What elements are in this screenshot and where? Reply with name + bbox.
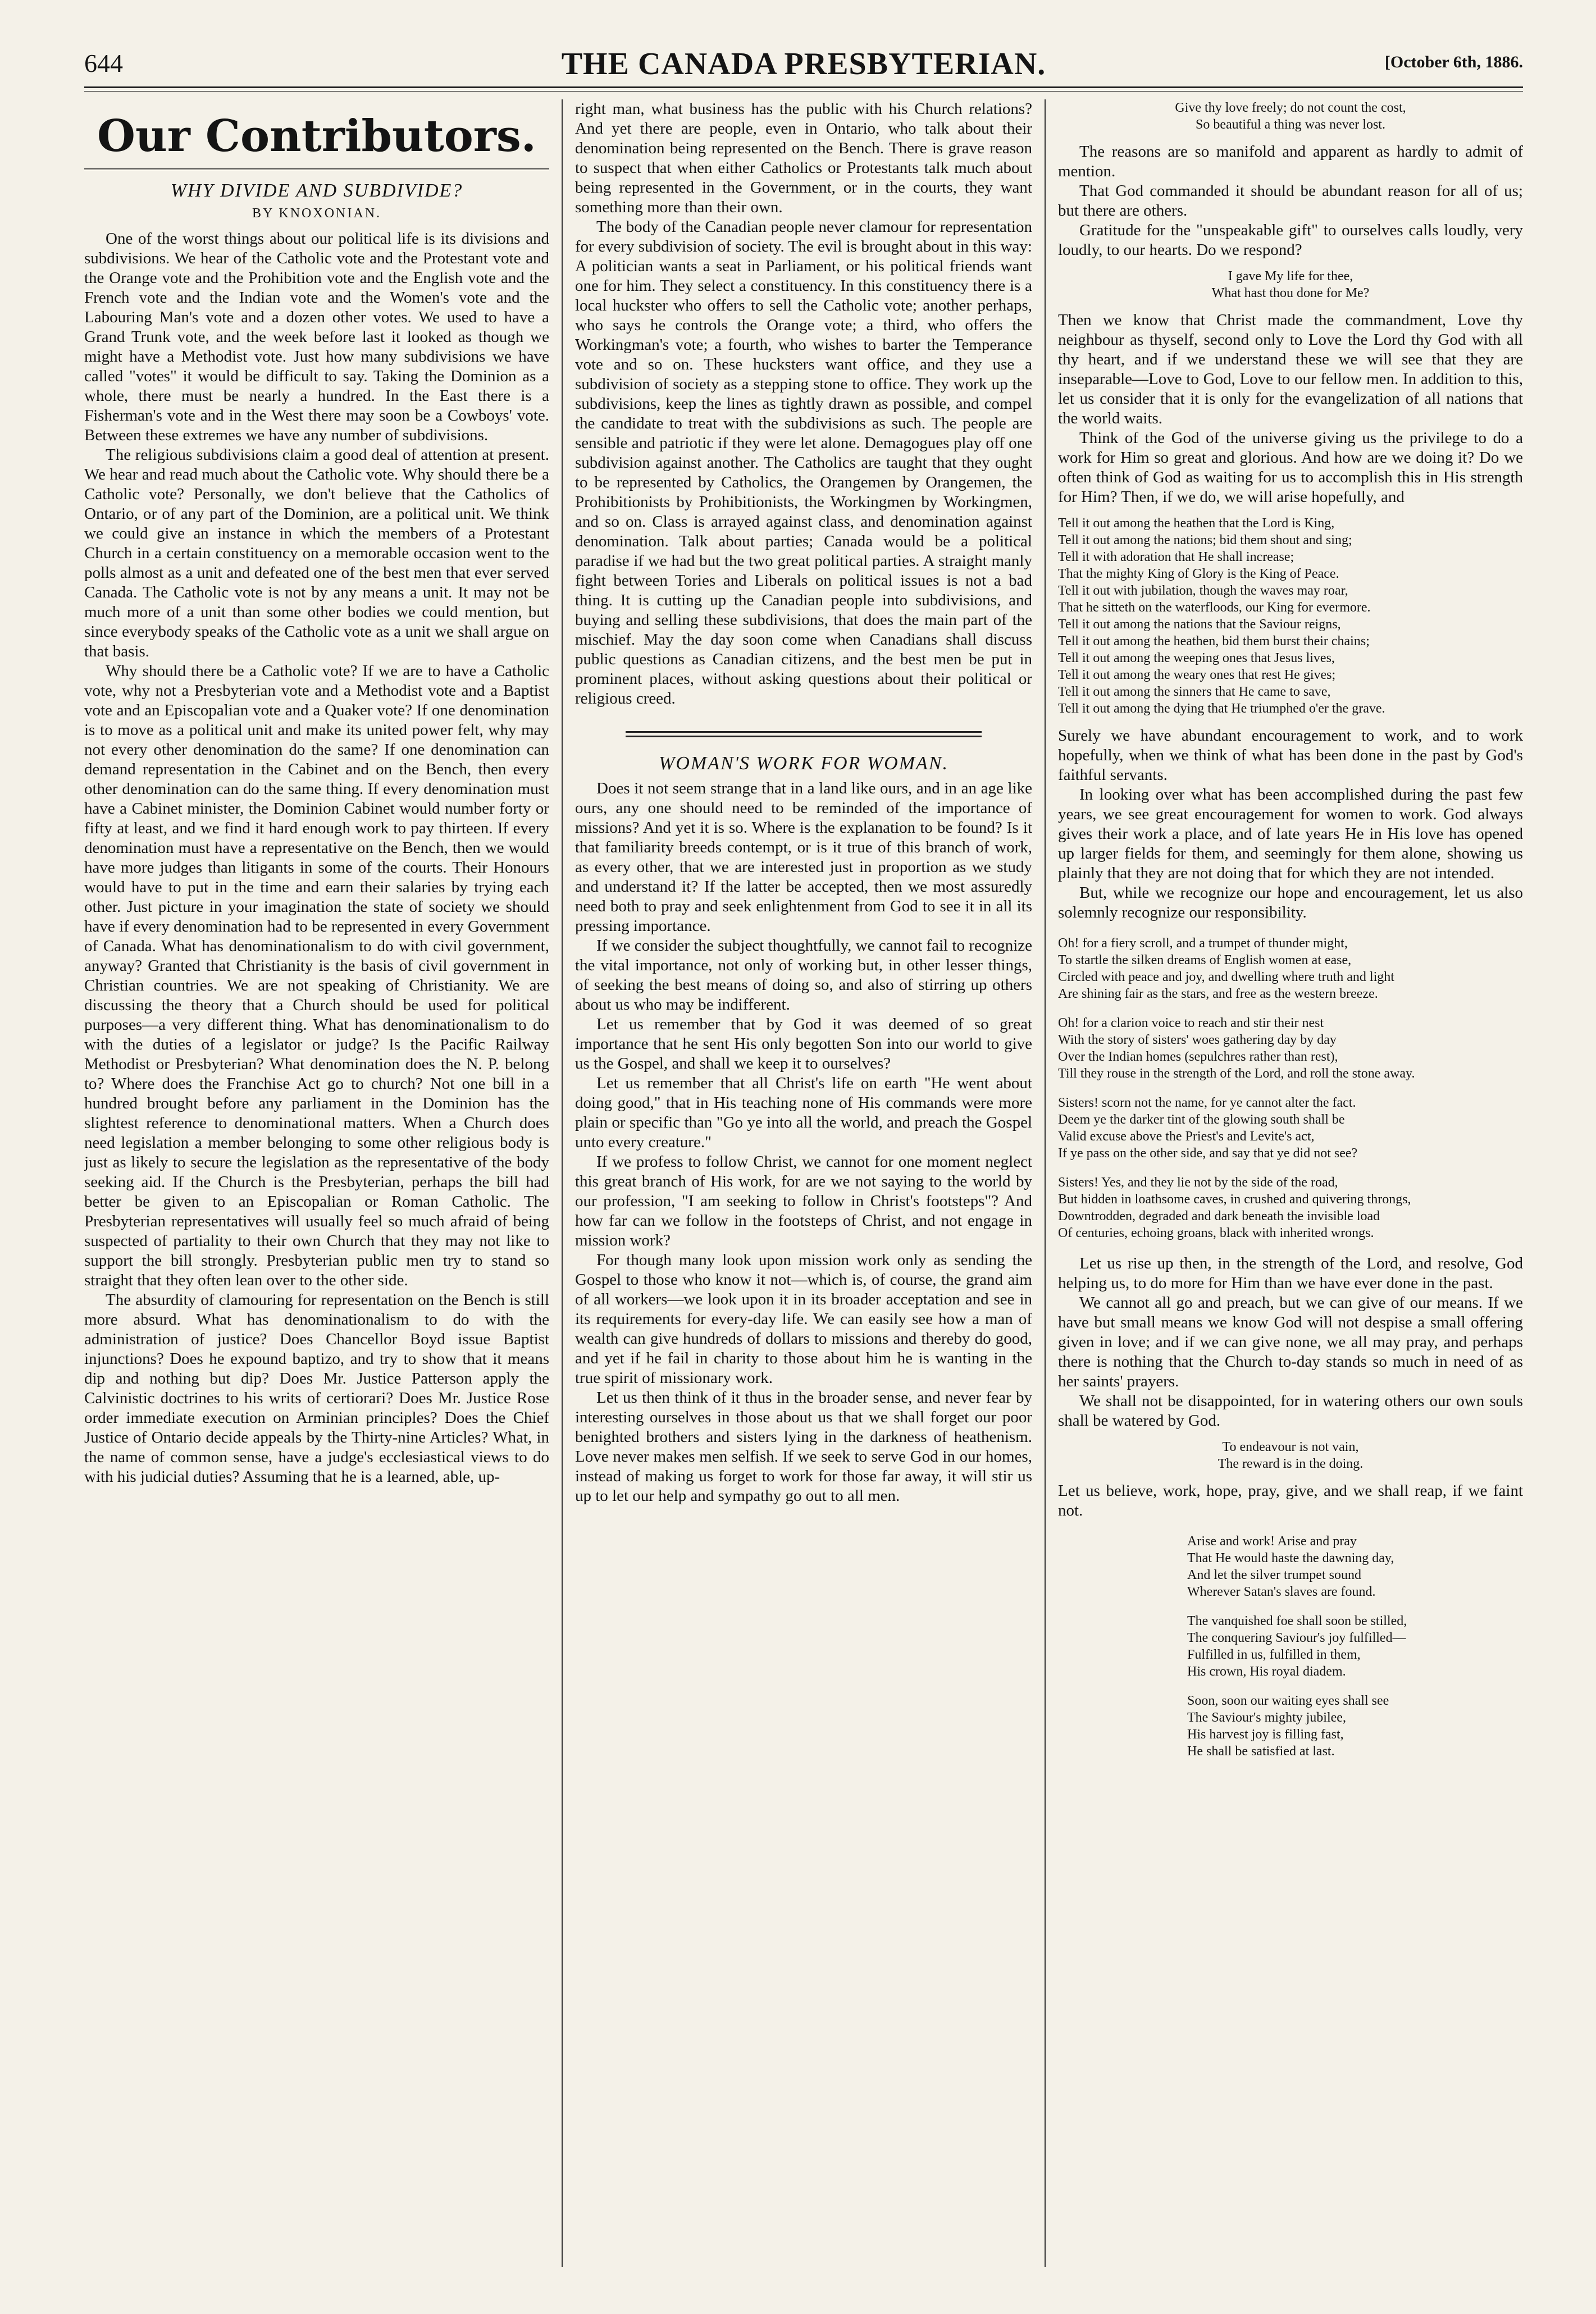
verse-line: Tell it out among the sinners that He came to save, [1058,684,1331,699]
verse-line: Tell it out among the dying that He triumphed o'er the grave. [1058,701,1385,716]
columns [84,99,1523,2267]
verse-line: That the mighty King of Glory is the King of Peace. [1058,567,1339,581]
paragraph-continued: right man, what business has the public with his Church relations? And yet there are people, even in Ontario, who talk about their denomination being represented on the Bench. There is grave reason to suspect that when either Catholics or Protestants talk much about being represented in the Government, or in the courts, they want something more than their own. [575,100,1032,216]
verse-line: That he sitteth on the waterfloods, our King for evermore. [1058,600,1371,615]
paragraph: For though many look upon mission work only as sending the Gospel to those who know it not—which is, of course, the grand aim of all workers—we look upon it in its broader acceptation and see in its requirements for every-day life. We can easily see how a man of wealth can give hundreds of dollars to missions and thereby do good, and yet if he fail in charity to those about him he is wanting in the true spirit of missionary work. [575,1251,1032,1387]
paragraph: But, while we recognize our hope and encouragement, let us also solemnly recognize our responsibility. [1058,884,1523,921]
section-title: Our Contributors. [84,111,549,170]
verse-line: Sisters! Yes, and they lie not by the side of the road, [1058,1175,1338,1190]
paragraph: Does it not seem strange that in a land like ours, and in an age like ours, any one should need to be reminded of the importance of missions? And yet it is so. Where is the explanation to be found? Is it that familiarity breeds contempt, or is it true of this branch of work, as every other, that we are interested just in proportion as we study and understand it? If the latter be accepted, then we most assuredly need both to pray and seek enlightenment from God to see it in all its pressing importance. [575,779,1032,935]
verse-line: Valid excuse above the Priest's and Levite's act, [1058,1129,1315,1144]
paragraph: We cannot all go and preach, but we can give of our means. If we have but small means we know God will not despise a small offering given in love; and if we can give none, we all may pray, and perhaps there is nothing that the Church to-day stands so much in need of as her saints' prayers. [1058,1294,1523,1390]
paragraph: Let us believe, work, hope, pray, give, and we shall reap, if we faint not. [1058,1482,1523,1519]
header-rule [84,86,1523,92]
paragraph: Then we know that Christ made the commandment, Love thy neighbour as thyself, second only to Love the Lord thy God with all thy heart, and if we understand these we will see that they are inseparable—Love to God, Love to our fellow men. In addition to this, let us consider that it is only for the evangelization of all nations that the world waits. [1058,311,1523,427]
verse-line: The Saviour's mighty jubilee, [1187,1710,1346,1725]
paragraph: Let us remember that all Christ's life on earth "He went about doing good," that in His teaching none of His commands were more plain or specific than "Go ye into all the world, and preach the Gospel unto every creature." [575,1074,1032,1151]
article-title: WOMAN'S WORK FOR WOMAN. [659,753,949,774]
verse-line: Tell it out among the heathen, bid them burst their chains; [1058,634,1370,649]
verse-line: Tell it out among the nations that the Saviour reigns, [1058,617,1341,632]
column-3 [1045,99,1523,2267]
verse-line: Till they rouse in the strength of the Lord, and roll the stone away. [1058,1066,1415,1081]
verse-line: Arise and work! Arise and pray [1187,1534,1357,1549]
verse-line: He shall be satisfied at last. [1187,1744,1335,1759]
verse-line: With the story of sisters' woes gathering day by day [1058,1033,1337,1047]
verse-stanza [1058,1094,1523,1162]
verse-line: Of centuries, echoing groans, black with inherited wrongs. [1058,1226,1374,1240]
paragraph: Think of the God of the universe giving us the privilege to do a work for Him so great and glorious. And how are we doing it? Do we often think of God as waiting for us to accomplish this in His strength for Him? Then, if we do, we will arise hopefully, and [1058,429,1523,506]
verse-line: The reward is in the doing. [1217,1457,1364,1471]
verse-line: Downtrodden, degraded and dark beneath the invisible load [1058,1209,1380,1224]
article-title: WHY DIVIDE AND SUBDIVIDE? [170,180,463,201]
column-1 [84,99,562,2267]
verse-line: The conquering Saviour's joy fulfilled— [1187,1631,1406,1645]
verse-line: Deem ye the darker tint of the glowing south shall be [1058,1112,1345,1127]
verse-line: His harvest joy is filling fast, [1187,1727,1344,1742]
verse-stanza [1058,1174,1523,1242]
verse-line: Fulfilled in us, fulfilled in them, [1187,1647,1361,1662]
paragraph: The body of the Canadian people never clamour for representation for every subdivision of society. The evil is brought about in this way: A politician wants a seat in Parliament, or his political friends want one for him. They select a constituency. In this constituency there is a local huckster who offers to sell the Catholic vote; another perhaps, who says he controls the Orange vote; a third, who offers the Workingman's vote; a fourth, who wishes to barter the Temperance vote and so on. These hucksters want office, and they use a subdivision of society as a stepping stone to office. They work up the subdivisions, keep the lines as tightly drawn as possible, and compel the candidate to treat with the subdivisions as such. The people are sensible and patriotic if they were let alone. Demagogues play off one subdivision against another. The Catholics are taught that they ought to be represented by Catholics, the Orangemen by Orangemen, the Prohibitionists by Prohibitionists, the Workingmen by Workingmen, and so on. Class is arrayed against class, and denomination against denomination. Talk about parties; Canada would be a political paradise if we had but the two great political parties. A straight manly fight between Tories and Liberals on political issues is not a bad thing. It is cutting up the Canadian people into subdivisions, and buying and selling these subdivisions, that does the main part of the mischief. May the day soon come when Canadians shall discuss public questions as Canadian citizens, and the best men be put in prominent places, without asking questions about their political or religious creed. [575,218,1032,708]
verse-line: Sisters! scorn not the name, for ye cannot alter the fact. [1058,1096,1356,1110]
paragraph: Let us rise up then, in the strength of the Lord, and resolve, God helping us, to do more for Him than we have ever done in the past. [1058,1254,1523,1292]
verse-line: Circled with peace and joy, and dwelling where truth and light [1058,970,1394,984]
verse-line: Soon, soon our waiting eyes shall see [1187,1694,1389,1708]
verse [1058,99,1523,133]
paragraph: Gratitude for the "unspeakable gift" to ourselves calls loudly, very loudly, to our hearts. Do we respond? [1058,221,1523,259]
verse-line: Are shining fair as the stars, and free as the western breeze. [1058,987,1378,1001]
verse-stanza [1058,1015,1523,1082]
verse-line: Tell it out among the weary ones that rest He gives; [1058,668,1336,682]
verse-line: Give thy love freely; do not count the cost, [1175,101,1406,115]
verse-stanza [1058,1533,1523,1600]
page-number: 644 [84,49,123,77]
paragraph: The religious subdivisions claim a good deal of attention at present. We hear and read much about the Catholic vote. Why should there be a Catholic vote? Personally, we don't believe that the Catholics of Ontario, or of any part of the Dominion, are a political unit. We think we could give an instance in which the members of a Protestant Church in a certain constituency on a memorable occasion went to the polls almost as a unit and defeated one of the best men that ever served Canada. The Catholic vote is not by any means a unit. It may not be much more of a unit than some other bodies we could mention, but since everybody speaks of the Catholic vote as a unit we shall argue on that basis. [84,446,549,660]
verse-line: What hast thou done for Me? [1211,286,1370,300]
paragraph: In looking over what has been accomplished during the past few years, we see great encouragement for women to work. God always gives their work a place, and of late years He in His love has opened up larger fields for them, and seemingly for them alone, showing us plainly that they are not doing that for which they are not intended. [1058,786,1523,882]
verse-line: Tell it out among the heathen that the Lord is King, [1058,516,1335,531]
verse [1058,515,1523,717]
paragraph: If we consider the subject thoughtfully, we cannot fail to recognize the vital importance, not only of working but, in other lesser things, of seeking the best means of doing so, and also of stirring up others about us who may be indifferent. [575,937,1032,1014]
verse [1058,268,1523,302]
verse-line: Over the Indian homes (sepulchres rather than rest), [1058,1049,1338,1064]
verse-line: Tell it with adoration that He shall increase; [1058,550,1294,564]
verse-line: And let the silver trumpet sound [1187,1568,1361,1582]
verse-line: Wherever Satan's slaves are found. [1187,1585,1376,1599]
verse-line: That He would haste the dawning day, [1187,1551,1394,1566]
paragraph: The reasons are so manifold and apparent as hardly to admit of mention. [1058,143,1523,180]
verse-line: To endeavour is not vain, [1222,1440,1359,1454]
paragraph: Surely we have abundant encouragement to work, and to work hopefully, when we think of what has been done in the past by God's faithful servants. [1058,727,1523,784]
verse [1058,1439,1523,1472]
column-2 [562,99,1045,2267]
article-divider [626,731,982,737]
running-head [84,46,1523,86]
verse-line: But hidden in loathsome caves, in crushed and quivering throngs, [1058,1192,1411,1207]
issue-date: [October 6th, 1886. [1384,53,1523,71]
verse-stanza [1058,1692,1523,1760]
verse-line: If ye pass on the other side, and say that ye did not see? [1058,1146,1358,1161]
verse-line: To startle the silken dreams of English women at ease, [1058,953,1352,967]
paragraph: Let us then think of it thus in the broader sense, and never fear by interesting ourselves in those about us that we shall forget our poor benighted brothers and sisters lying in the darkness of heathenism. Love never makes men selfish. If we seek to serve God in our homes, instead of making us forget to work for those far away, it will stir us up to let our help and sympathy go out to all men. [575,1389,1032,1505]
paper-name: THE CANADA PRESBYTERIAN. [561,47,1046,81]
paragraph: That God commanded it should be abundant reason for all of us; but there are others. [1058,182,1523,220]
verse-line: The vanquished foe shall soon be stilled, [1187,1614,1407,1628]
paragraph: If we profess to follow Christ, we cannot for one moment neglect this great branch of His work, for are we not saying to the world by our profession, "I am seeking to follow in Christ's footsteps"? And how far can we follow in the footsteps of Christ, and not engage in mission work? [575,1153,1032,1249]
verse-line: Tell it out with jubilation, though the waves may roar, [1058,583,1348,598]
paragraph: Why should there be a Catholic vote? If we are to have a Catholic vote, why not a Presbyterian vote and a Methodist vote and a Baptist vote and an Episcopalian vote and a Quaker vote? If one denomination is to move as a political unit and make its united power felt, why may not every other denomination do the same? If one denomination can demand representation in the Cabinet and on the Bench, then every other denomination can do the same thing. If every denomination must have a Cabinet minister, the Dominion Cabinet would number forty or fifty at least, and we find it hard enough work to pay thirteen. If every denomination must have a representative on the Bench, then we would have more judges than litigants in some of the courts. Their Honours would have to put in the time and earn their salaries by trying each other. Just picture in your imagination the state of society we should have if every denomination had to be represented in every Government of Canada. What has denominationalism to do with civil government, anyway? Granted that Christianity is the basis of civil government in Christian countries. We are not speaking of Christianity. We are discussing the theory that a Church should be used for political purposes—a very different thing. What has denominationalism to do with the duties of a legislator or judge? Is the Pacific Railway Methodist or Presbyterian? What denomination does the N. P. belong to? Where does the Franchise Act go to church? Not one bill in a hundred brought before any parliament in the Dominion has the slightest reference to denominational matters. When a Church does need legislation a member belonging to some other religious body is just as likely to secure the legislation as the representative of the body seeking aid. If the Church is the Presbyterian, perhaps the bill had better be given to an Episcopalian or Roman Catholic. The Presbyterian representatives will usually feel so much afraid of being suspected of partiality to their own Church that they may not like to support the bill strongly. Presbyterian public men try to stand so straight that they often lean over to the other side. [84,662,549,1289]
verse-line: Oh! for a clarion voice to reach and stir their nest [1058,1016,1324,1030]
verse-line: Tell it out among the weeping ones that Jesus lives, [1058,651,1335,665]
verse-line: His crown, His royal diadem. [1187,1664,1346,1679]
paragraph: Let us remember that by God it was deemed of so great importance that he sent His only begotten Son into our world to give us the Gospel, and shall we keep it to ourselves? [575,1015,1032,1072]
verse-line: Oh! for a fiery scroll, and a trumpet of thunder might, [1058,936,1348,951]
verse-stanza [1058,1613,1523,1680]
verse-line: So beautiful a thing was never lost. [1196,117,1385,132]
verse-stanza [1058,935,1523,1002]
paragraph: We shall not be disappointed, for in watering others our own souls shall be watered by God. [1058,1392,1523,1430]
byline: BY KNOXONIAN. [252,206,382,221]
paragraph: One of the worst things about our political life is its divisions and subdivisions. We hear of the Catholic vote and the Protestant vote and the Orange vote and the Prohibition vote and the English vote and the French vote and the Indian vote and the Women's vote and the Labouring Man's vote and a dozen other votes. We used to have a Grand Trunk vote, and the week before last it looked as though we might have a Methodist vote. Just how many subdivisions we have called "votes" it would be difficult to say. Taking the Dominion as a whole, there must be nearly a hundred. In the East there is a Fisherman's vote and in the West there may soon be a Cowboys' vote. Between these extremes we have any number of subdivisions. [84,230,549,444]
verse-line: I gave My life for thee, [1228,269,1353,284]
paragraph: The absurdity of clamouring for representation on the Bench is still more absurd. What has denominationalism to do with the administration of justice? Does Chancellor Boyd issue Baptist injunctions? Does he expound baptizo, and try to show that it means dip and nothing but dip? Does Mr. Justice Patterson apply the Calvinistic doctrines to his writs of certiorari? Does Mr. Justice Rose order immediate execution on Arminian principles? Does the Chief Justice of Ontario decide appeals by the Thirty-nine Articles? What, in the name of common sense, have a judge's ecclesiastical views to do with his judicial duties? Assuming that he is a learned, able, up- [84,1291,549,1486]
verse-line: Tell it out among the nations; bid them shout and sing; [1058,533,1352,547]
